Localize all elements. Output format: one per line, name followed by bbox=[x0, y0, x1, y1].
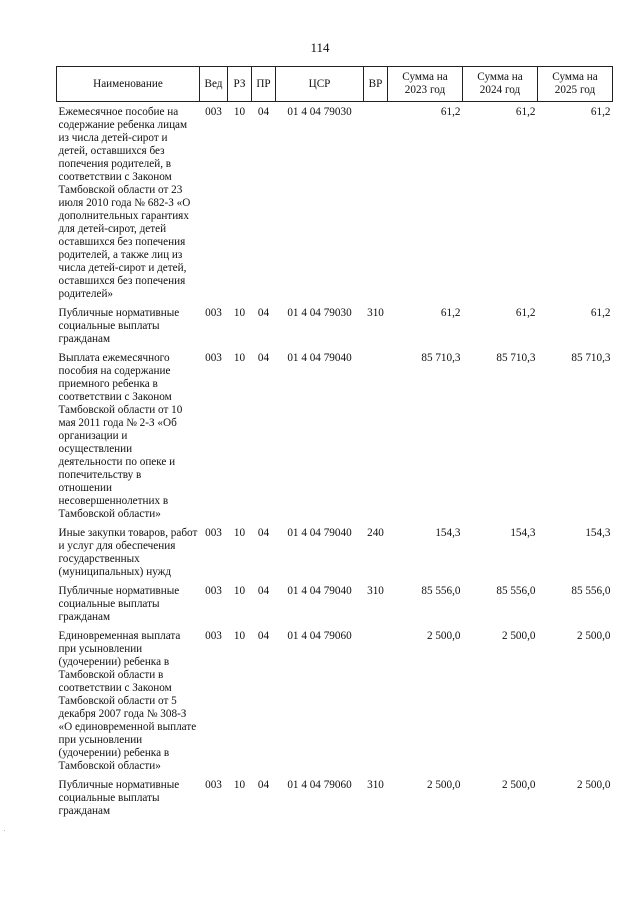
cell-sum-2024: 85 556,0 bbox=[496, 585, 536, 597]
header-pr: ПР bbox=[252, 67, 276, 102]
cell-sum-2023: 2 500,0 bbox=[426, 630, 461, 642]
cell-rz: 10 bbox=[233, 106, 246, 118]
cell-csr: 01 4 04 79040 bbox=[287, 352, 352, 364]
cell-sum-2023: 85 556,0 bbox=[421, 585, 461, 597]
cell-csr: 01 4 04 79030 bbox=[287, 307, 352, 319]
cell-csr: 01 4 04 79040 bbox=[287, 527, 352, 539]
cell-sum-2024: 2 500,0 bbox=[501, 630, 536, 642]
cell-sum-2024: 2 500,0 bbox=[501, 779, 536, 791]
cell-rz: 10 bbox=[233, 630, 246, 642]
cell-vr bbox=[364, 102, 388, 302]
header-rz: РЗ bbox=[228, 67, 252, 102]
table-row bbox=[57, 624, 613, 773]
cell-rz: 10 bbox=[233, 307, 246, 319]
header-csr: ЦСР bbox=[276, 67, 364, 102]
cell-ved: 003 bbox=[205, 779, 222, 791]
cell-vr bbox=[364, 624, 388, 773]
cell-ved: 003 bbox=[205, 307, 222, 319]
cell-ved: 003 bbox=[205, 352, 222, 364]
cell-vr: 240 bbox=[367, 527, 384, 539]
table-row bbox=[57, 773, 613, 818]
cell-sum-2024: 154,3 bbox=[510, 527, 536, 539]
header-vr: ВР bbox=[364, 67, 388, 102]
cell-ved: 003 bbox=[205, 585, 222, 597]
cell-sum-2025: 61,2 bbox=[590, 307, 611, 319]
cell-rz: 10 bbox=[233, 779, 246, 791]
cell-vr: 310 bbox=[367, 307, 384, 319]
cell-pr: 04 bbox=[257, 307, 270, 319]
cell-sum-2025: 2 500,0 bbox=[576, 779, 611, 791]
cell-ved: 003 bbox=[205, 630, 222, 642]
cell-sum-2024: 85 710,3 bbox=[496, 352, 536, 364]
cell-sum-2023: 85 710,3 bbox=[421, 352, 461, 364]
cell-sum-2023: 154,3 bbox=[435, 527, 461, 539]
table-row bbox=[57, 301, 613, 346]
cell-pr: 04 bbox=[257, 106, 270, 118]
cell-rz: 10 bbox=[233, 352, 246, 364]
header-ved: Вед bbox=[200, 67, 228, 102]
table-row bbox=[57, 102, 613, 302]
table-row bbox=[57, 579, 613, 624]
header-sum-2025: Сумма на 2025 год bbox=[538, 67, 613, 102]
cell-sum-2025: 85 556,0 bbox=[571, 585, 611, 597]
table-row bbox=[57, 346, 613, 521]
header-name: Наименование bbox=[57, 67, 200, 102]
cell-pr: 04 bbox=[257, 585, 270, 597]
cell-sum-2024: 61,2 bbox=[515, 307, 536, 319]
cell-vr: 310 bbox=[367, 585, 384, 597]
cell-sum-2025: 85 710,3 bbox=[571, 352, 611, 364]
cell-csr: 01 4 04 79060 bbox=[287, 630, 352, 642]
cell-pr: 04 bbox=[257, 527, 270, 539]
cell-csr: 01 4 04 79030 bbox=[287, 106, 352, 118]
budget-table bbox=[56, 66, 613, 818]
cell-name: Публичные нормативные социальные выплаты гражданам bbox=[58, 779, 180, 817]
cell-name: Единовременная выплата при усыновлении (удочерении) ребенка в Тамбовской области в соответствии с Законом Тамбовской области от 5 декабря 2007 года № 308-З «О единовременной выплате при усыновлении (удочерении) ребенка в Тамбовской области» bbox=[58, 630, 197, 772]
cell-name: Публичные нормативные социальные выплаты гражданам bbox=[58, 585, 180, 623]
cell-rz: 10 bbox=[233, 585, 246, 597]
cell-pr: 04 bbox=[257, 779, 270, 791]
scan-dot bbox=[4, 830, 5, 831]
header-sum-2024: Сумма на 2024 год bbox=[463, 67, 538, 102]
cell-sum-2025: 61,2 bbox=[590, 106, 611, 118]
cell-name: Выплата ежемесячного пособия на содержание приемного ребенка в соответствии с Законом Тамбовской области от 10 мая 2011 года № 2-З «Об организации и осуществлении деятельности по опеке и попечительству в отношении несовершеннолетних в Тамбовской области» bbox=[58, 352, 183, 520]
cell-sum-2023: 2 500,0 bbox=[426, 779, 461, 791]
cell-csr: 01 4 04 79060 bbox=[287, 779, 352, 791]
cell-rz: 10 bbox=[233, 527, 246, 539]
page-number: 114 bbox=[310, 40, 330, 55]
cell-vr: 310 bbox=[367, 779, 384, 791]
table-row bbox=[57, 521, 613, 579]
cell-sum-2023: 61,2 bbox=[440, 307, 461, 319]
header-sum-2023: Сумма на 2023 год bbox=[388, 67, 463, 102]
cell-sum-2025: 2 500,0 bbox=[576, 630, 611, 642]
cell-sum-2024: 61,2 bbox=[515, 106, 536, 118]
cell-name: Ежемесячное пособие на содержание ребенка лицам из числа детей-сирот и детей, оставшихся без попечения родителей, в соответствии с Законом Тамбовской области от 23 июля 2010 года № 682-З «О дополнительных гарантиях для детей-сирот, детей оставшихся без попечения родителей, а также лиц из числа детей-сирот и детей, оставшихся без попечения родителей» bbox=[58, 106, 191, 300]
cell-name: Публичные нормативные социальные выплаты гражданам bbox=[58, 307, 180, 345]
cell-vr bbox=[364, 346, 388, 521]
cell-pr: 04 bbox=[257, 630, 270, 642]
cell-sum-2025: 154,3 bbox=[585, 527, 611, 539]
cell-sum-2023: 61,2 bbox=[440, 106, 461, 118]
cell-ved: 003 bbox=[205, 106, 222, 118]
cell-name: Иные закупки товаров, работ и услуг для обеспечения государственных (муниципальных) нужд bbox=[58, 527, 198, 578]
cell-csr: 01 4 04 79040 bbox=[287, 585, 352, 597]
cell-ved: 003 bbox=[205, 527, 222, 539]
cell-pr: 04 bbox=[257, 352, 270, 364]
table-header-row bbox=[57, 67, 613, 102]
